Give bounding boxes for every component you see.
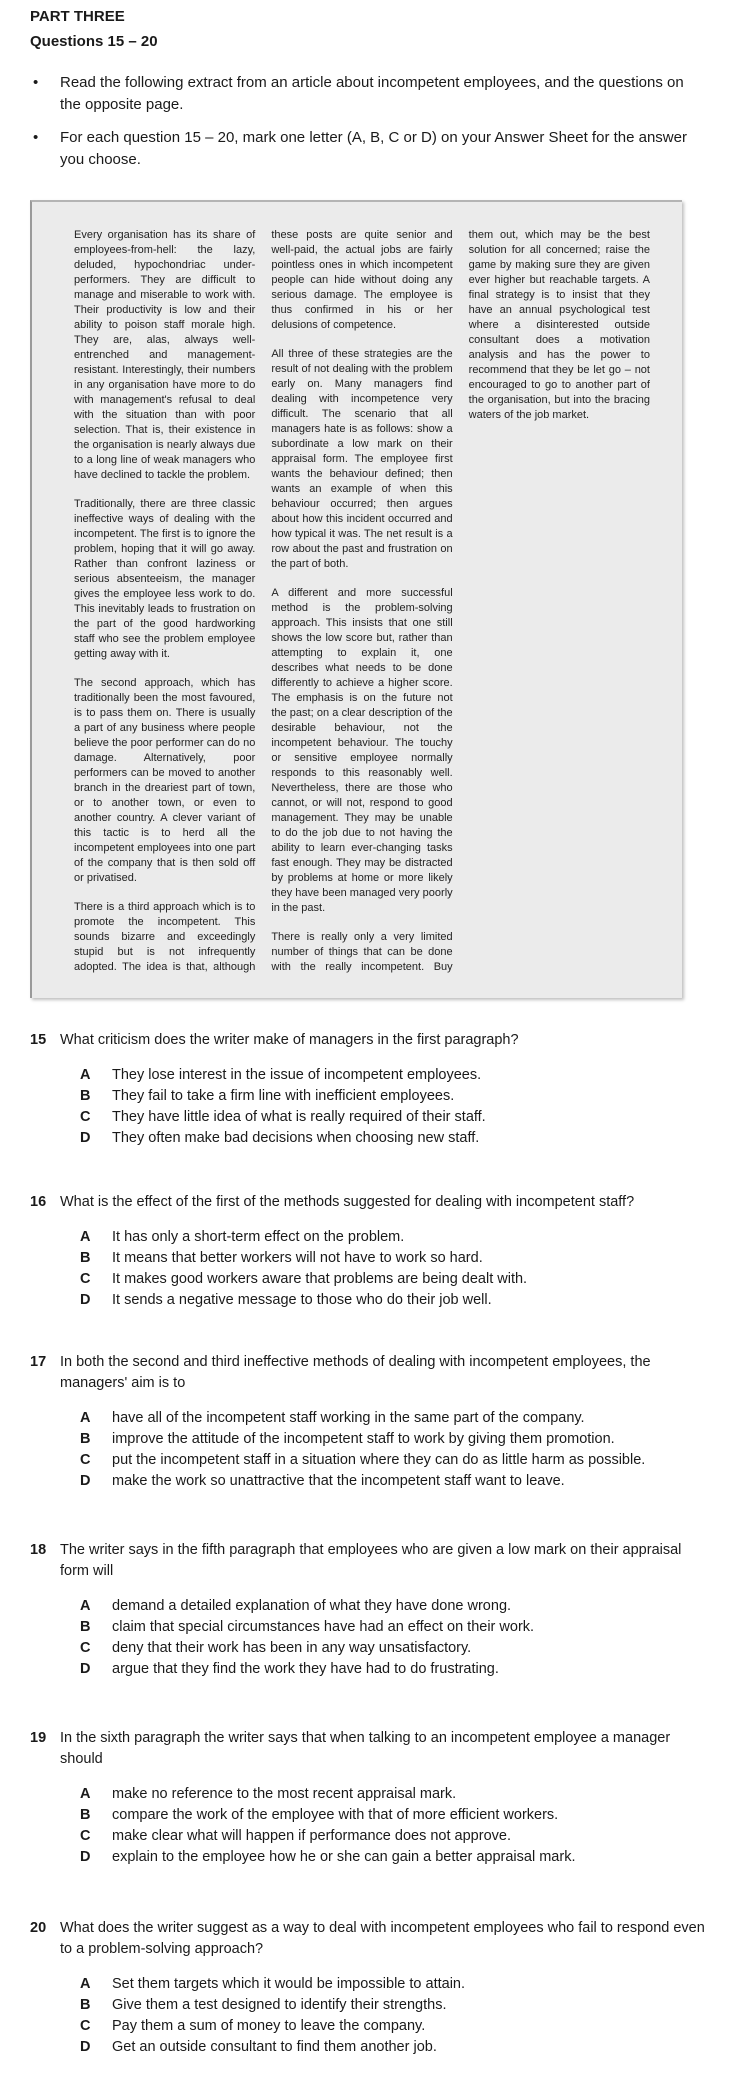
option-c[interactable] (80, 1269, 710, 1290)
option-letter: B (80, 1088, 91, 1104)
option-letter: D (80, 1292, 91, 1308)
option-b[interactable] (80, 1805, 710, 1826)
answer-options (30, 1065, 710, 1149)
passage-paragraph: Every organisation has its share of employees-from-hell: the lazy, deluded, hypochondriac under-performers. They are difficult to manage and miserable to work with. Their productivity is low and their ability to poison staff morale high. They are, alas, always well-entrenched and management-resistant. Interestingly, their numbers in any organisation have more to do with management's refusal to deal with the situation than with poor selection. That is, their existence in the organisation is nearly always due to a long line of weak managers who have declined to tackle the problem. (74, 229, 256, 481)
option-d[interactable] (80, 1471, 710, 1492)
question-text: The writer says in the fifth paragraph that employees who are given a low mark on their appraisal form will (60, 1542, 682, 1579)
question-number: 15 (30, 1032, 47, 1048)
bullet-icon: • (33, 129, 39, 146)
article-passage-box (30, 200, 682, 998)
option-text: have all of the incompetent staff working in the same part of the company. (112, 1410, 585, 1426)
question-number: 19 (30, 1730, 47, 1746)
question-stem (30, 1540, 710, 1582)
option-text: make the work so unattractive that the incompetent staff want to leave. (112, 1473, 565, 1489)
option-d[interactable] (80, 1847, 710, 1868)
questions-range-heading: Questions 15 – 20 (30, 33, 158, 50)
option-letter: B (80, 1250, 91, 1266)
option-b[interactable] (80, 1086, 710, 1107)
question-stem (30, 1192, 710, 1213)
option-d[interactable] (80, 1128, 710, 1149)
question-text: What is the effect of the first of the methods suggested for dealing with incompetent staff? (60, 1194, 635, 1210)
option-letter: D (80, 1661, 91, 1677)
option-text: compare the work of the employee with that of more efficient workers. (112, 1807, 559, 1823)
question-number: 18 (30, 1542, 47, 1558)
option-letter: A (80, 1598, 91, 1614)
question-number: 17 (30, 1354, 47, 1370)
question-stem (30, 1030, 710, 1051)
option-text: make clear what will happen if performance does not approve. (112, 1828, 511, 1844)
article-text-columns (74, 228, 650, 980)
option-letter: A (80, 1976, 91, 1992)
question-number: 20 (30, 1920, 47, 1936)
answer-options (30, 1227, 710, 1311)
option-text: explain to the employee how he or she can gain a better appraisal mark. (112, 1849, 576, 1865)
option-d[interactable] (80, 2037, 710, 2058)
option-text: It has only a short-term effect on the problem. (112, 1229, 405, 1245)
instruction-item (30, 72, 700, 116)
option-text: make no reference to the most recent appraisal mark. (112, 1786, 457, 1802)
passage-paragraph: There is really only a very limited number of things that can be done with the really incompetent. Buy them out, which may be the best solution for all concerned; raise the game by making sure they are given ever higher but reachable targets. A final strategy is to insist that they have an annual psychological test where a disinterested outside consultant does a motivation analysis and has the power to recommend that they be let go – not encouraged to go to another part of the organisation, but into the bracing waters of the job market. (271, 229, 650, 973)
option-a[interactable] (80, 1784, 710, 1805)
option-text: demand a detailed explanation of what they have done wrong. (112, 1598, 512, 1614)
option-c[interactable] (80, 2016, 710, 2037)
option-text: improve the attitude of the incompetent staff to work by giving them promotion. (112, 1431, 615, 1447)
passage-paragraph: Traditionally, there are three classic ineffective ways of dealing with the incompetent. The first is to ignore the problem, hoping that it will go away. Rather than confront laziness or serious absenteeism, the manager gives the employee less work to do. This inevitably leads to frustration on the part of the good hardworking staff who see the problem employee getting away with it. (74, 498, 256, 660)
option-letter: A (80, 1067, 91, 1083)
option-letter: B (80, 1997, 91, 2013)
answer-options (30, 1596, 710, 1680)
answer-options (30, 1974, 710, 2058)
option-a[interactable] (80, 1227, 710, 1248)
option-letter: D (80, 1130, 91, 1146)
option-text: Pay them a sum of money to leave the company. (112, 2018, 426, 2034)
instruction-item (30, 127, 700, 171)
option-d[interactable] (80, 1659, 710, 1680)
question-15 (30, 1030, 710, 1149)
part-title: PART THREE (30, 8, 125, 25)
option-letter: C (80, 1452, 91, 1468)
option-text: Set them targets which it would be impossible to attain. (112, 1976, 466, 1992)
option-letter: A (80, 1229, 91, 1245)
question-stem (30, 1352, 710, 1394)
option-text: put the incompetent staff in a situation where they can do as little harm as possible. (112, 1452, 646, 1468)
option-a[interactable] (80, 1408, 710, 1429)
question-number: 16 (30, 1194, 47, 1210)
question-text: In both the second and third ineffective methods of dealing with incompetent employees, the managers' aim is to (60, 1354, 651, 1391)
option-c[interactable] (80, 1107, 710, 1128)
option-a[interactable] (80, 1065, 710, 1086)
option-text: They often make bad decisions when choosing new staff. (112, 1130, 480, 1146)
option-letter: A (80, 1410, 91, 1426)
option-letter: B (80, 1807, 91, 1823)
answer-options (30, 1408, 710, 1492)
question-text: In the sixth paragraph the writer says that when talking to an incompetent employee a manager should (60, 1730, 671, 1767)
option-text: Give them a test designed to identify their strengths. (112, 1997, 447, 2013)
option-letter: C (80, 1828, 91, 1844)
passage-paragraph: There is a third approach which is to promote the incompetent. This sounds bizarre and exceedingly stupid but is not infrequently adopted. The idea is that, although these posts are quite senior and well-paid, the actual jobs are fairly pointless ones in which incompetent people can hide without doing any serious damage. The employee is thus confirmed in his or her delusions of competence. (74, 229, 453, 973)
option-d[interactable] (80, 1290, 710, 1311)
question-20 (30, 1918, 710, 2058)
question-18 (30, 1540, 710, 1680)
option-text: It sends a negative message to those who do their job well. (112, 1292, 492, 1308)
question-stem (30, 1728, 710, 1770)
option-text: Get an outside consultant to find them another job. (112, 2039, 437, 2055)
option-c[interactable] (80, 1826, 710, 1847)
option-letter: C (80, 1271, 91, 1287)
passage-paragraph: The second approach, which has traditionally been the most favoured, is to pass them on. There is usually a part of any business where people believe the poor performer can do no damage. Alternatively, poor performers can be moved to another branch in the dreariest part of town, or to another town, or even to another country. A clever variant of this tactic is to herd all the incompetent employees into one part of the company that is then sold off or privatised. (74, 677, 256, 884)
option-text: They lose interest in the issue of incompetent employees. (112, 1067, 482, 1083)
option-letter: C (80, 1109, 91, 1125)
instruction-text: For each question 15 – 20, mark one letter (A, B, C or D) on your Answer Sheet for the answer you choose. (60, 129, 687, 168)
option-b[interactable] (80, 1617, 710, 1638)
option-letter: B (80, 1619, 91, 1635)
option-text: They have little idea of what is really required of their staff. (112, 1109, 486, 1125)
option-letter: D (80, 2039, 91, 2055)
option-b[interactable] (80, 1429, 710, 1450)
option-letter: A (80, 1786, 91, 1802)
option-letter: D (80, 1849, 91, 1865)
question-stem (30, 1918, 710, 1960)
question-17 (30, 1352, 710, 1492)
option-letter: C (80, 1640, 91, 1656)
question-text: What criticism does the writer make of managers in the first paragraph? (60, 1032, 519, 1048)
answer-options (30, 1784, 710, 1868)
instruction-text: Read the following extract from an article about incompetent employees, and the questions on the opposite page. (60, 74, 684, 113)
option-text: It makes good workers aware that problems are being dealt with. (112, 1271, 528, 1287)
option-text: They fail to take a firm line with inefficient employees. (112, 1088, 455, 1104)
option-a[interactable] (80, 1974, 710, 1995)
option-c[interactable] (80, 1638, 710, 1659)
option-letter: C (80, 2018, 91, 2034)
option-letter: D (80, 1473, 91, 1489)
option-a[interactable] (80, 1596, 710, 1617)
option-text: argue that they find the work they have had to do frustrating. (112, 1661, 499, 1677)
question-text: What does the writer suggest as a way to deal with incompetent employees who fail to respond even to a problem-solving approach? (60, 1920, 705, 1957)
option-text: deny that their work has been in any way unsatisfactory. (112, 1640, 472, 1656)
passage-paragraph: All three of these strategies are the result of not dealing with the problem early on. Many managers find dealing with incompetence very difficult. The scenario that all managers hate is as follows: show a subordinate a low mark on their appraisal form. The employee first wants the behaviour defined; then wants an example of when this behaviour occurred; then argues about how this incident occurred and how typical it was. The net result is a row about the past and frustration on the part of both. (271, 348, 453, 570)
option-letter: B (80, 1431, 91, 1447)
instructions (30, 72, 700, 182)
option-b[interactable] (80, 1248, 710, 1269)
bullet-icon: • (33, 74, 39, 91)
question-16 (30, 1192, 710, 1311)
option-c[interactable] (80, 1450, 710, 1471)
option-text: It means that better workers will not have to work so hard. (112, 1250, 483, 1266)
passage-paragraph: A different and more successful method is the problem-solving approach. This insists that one still shows the low score but, rather than attempting to explain it, one describes what needs to be done differently to achieve a higher score. The emphasis is on the future not the past; on a clear description of the desirable behaviour, not the incompetent behaviour. The touchy or sensitive employee normally responds to this reasonably well. Nevertheless, there are those who cannot, or will not, respond to good management. They may be unable to do the job due to not having the ability to learn ever-changing tasks fast enough. They may be distracted by problems at home or more likely they have been managed very poorly in the past. (271, 587, 453, 914)
question-19 (30, 1728, 710, 1868)
option-text: claim that special circumstances have had an effect on their work. (112, 1619, 535, 1635)
option-b[interactable] (80, 1995, 710, 2016)
